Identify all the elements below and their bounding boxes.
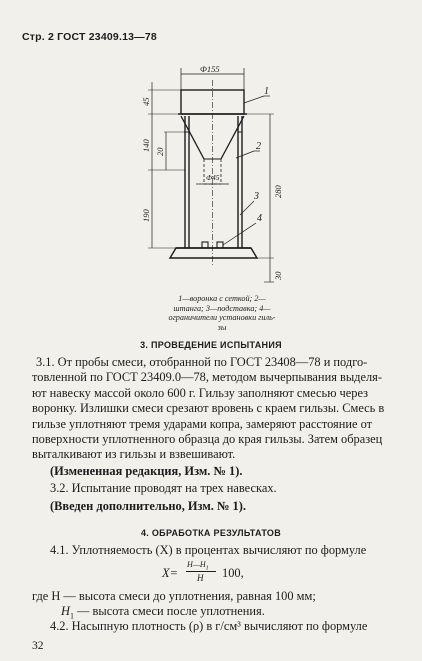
figure-caption: 1—воронка с сеткой; 2— штанга; 3—подставка; 4— ограничители установки гиль- зы <box>168 294 276 332</box>
note-introduced: (Введен дополнительно, Изм. № 1). <box>50 499 246 513</box>
paragraph-4-1: 4.1. Уплотняемость (X) в процентах вычисляют по формуле <box>50 543 367 557</box>
section-4-title: 4. ОБРАБОТКА РЕЗУЛЬТАТОВ <box>140 528 282 538</box>
dim-140: 140 <box>141 139 151 152</box>
dim-30: 30 <box>273 271 283 280</box>
section-3-title: 3. ПРОВЕДЕНИЕ ИСПЫТАНИЯ <box>140 340 282 350</box>
dim-280: 280 <box>273 185 283 198</box>
callout-2: 2 <box>256 141 261 152</box>
paragraph-3-2: 3.2. Испытание проводят на трех навесках. <box>50 481 277 495</box>
page-number: 32 <box>32 640 44 652</box>
funnel-apparatus-figure <box>140 60 310 290</box>
note-amended: (Измененная редакция, Изм. № 1). <box>50 464 243 478</box>
callout-1: 1 <box>264 86 269 97</box>
dim-top-width: Ф155 <box>200 64 220 74</box>
callout-3: 3 <box>254 191 259 202</box>
paragraph-3-1: 3.1. От пробы смеси, отобранной по ГОСТ 23408—78 и подго- товленной по ГОСТ 23409.0—78, методом вычерпывания выделя- ют навеску массой около 600 г. Гильзу заполняют смесью через воронку. Излишки смеси срезают вровень с краем гильзы. Смесь в гильзе уплотняют тремя ударами копра, замеряют расстояние от поверхности уплотненного образца до края гильзы. Затем образец выталкивают из гильзы и взвешивают. <box>32 355 385 462</box>
dim-45: 45 <box>141 97 151 106</box>
paragraph-4-2: 4.2. Насыпную плотность (ρ) в г/см³ вычисляют по формуле <box>50 619 368 633</box>
where-h: где H — высота смеси до уплотнения, равная 100 мм; <box>32 589 316 603</box>
dim-190: 190 <box>141 209 151 222</box>
where-h1: $H_1$ — высота смеси после уплотнения. <box>61 604 265 621</box>
dim-neck-dia: Ф45 <box>206 173 220 182</box>
page-header: Стр. 2 ГОСТ 23409.13—78 <box>22 31 157 43</box>
dim-20: 20 <box>155 147 165 156</box>
callout-4: 4 <box>257 213 262 224</box>
